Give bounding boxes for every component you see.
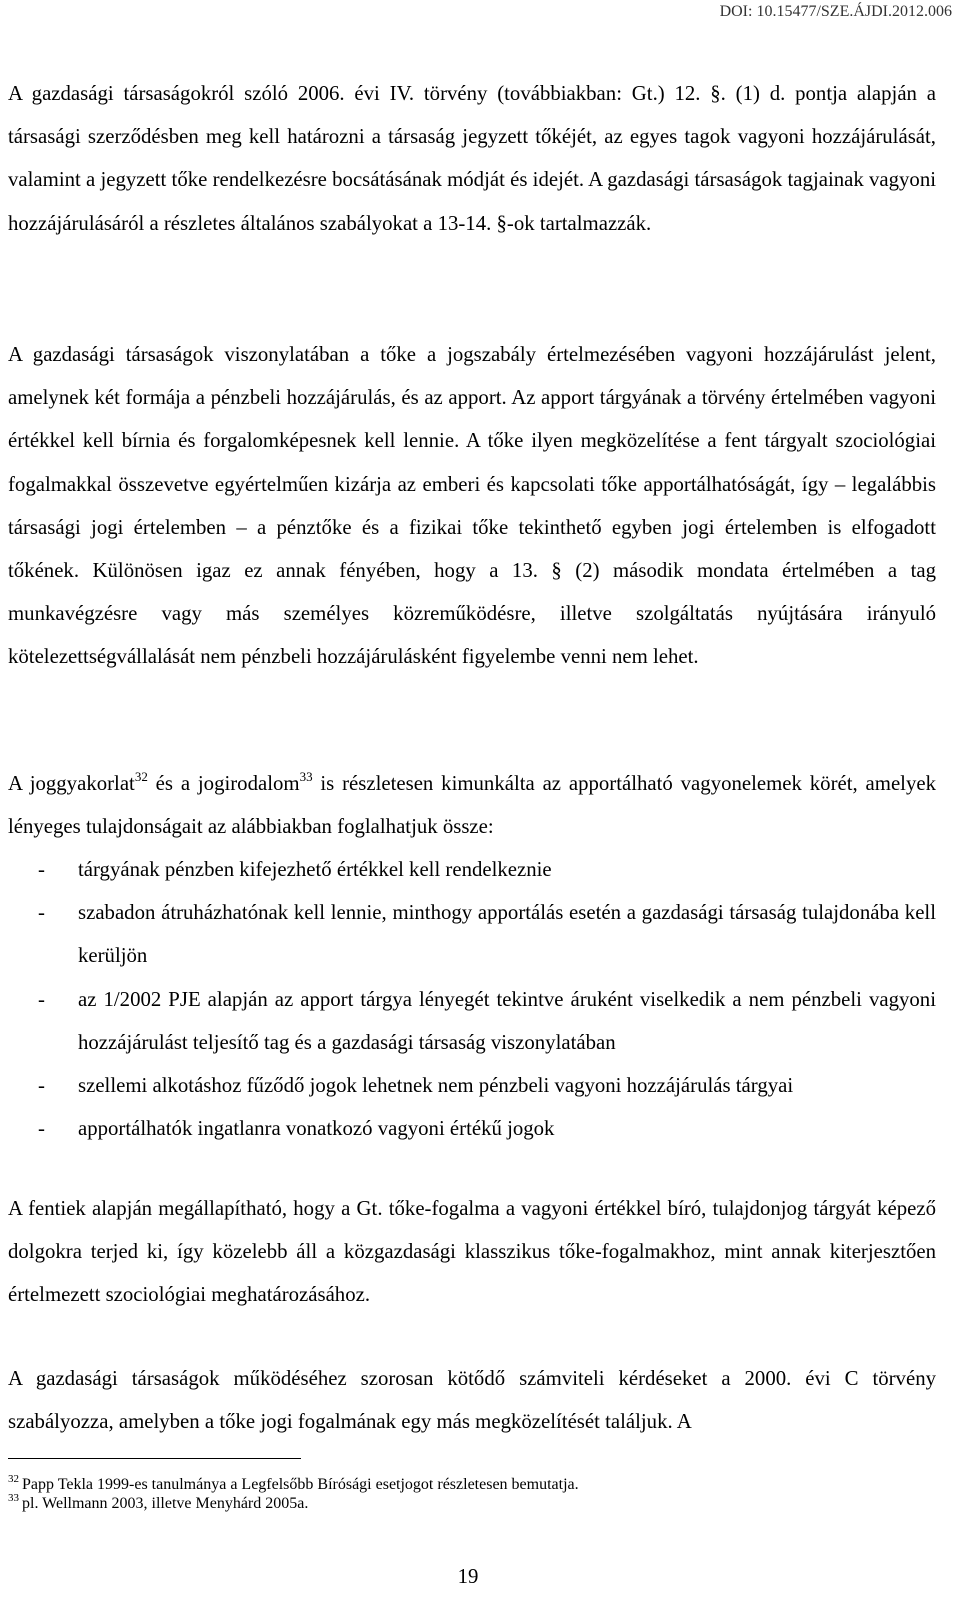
paragraph-3 [8,762,936,848]
footnote-32 [8,1475,936,1494]
doi-header: DOI: 10.15477/SZE.ÁJDI.2012.006 [719,3,952,20]
list-item [8,848,936,891]
list-dash: - [38,901,45,925]
list-item [8,1107,936,1150]
paragraph-5: A gazdasági társaságok működéséhez szorosan kötődő számviteli kérdéseket a 2000. évi C törvény szabályozza, amelyben a tőke jogi fogalmának egy más megközelítését találjuk. A [8,1367,936,1434]
list-dash: - [38,1117,45,1141]
footnote-33 [8,1494,936,1513]
list-item-text: tárgyának pénzben kifejezhető értékkel kell rendelkeznie [78,858,552,881]
list-item-text: szellemi alkotáshoz fűződő jogok lehetnek nem pénzbeli vagyoni hozzájárulás tárgyai [78,1074,794,1098]
paragraph-2: A gazdasági társaságok viszonylatában a tőke a jogszabály értelmezésében vagyoni hozzájárulást jelent, amelynek két formája a pénzbeli hozzájárulás, és az apport. Az apport tárgyának a törvény értelmében vagyoni értékkel kell bírnia és forgalomképesnek kell lennie. A tőke ilyen megközelítése a fent tárgyalt szociológiai fogalmakkal összevetve egyértelműen kizárja az emberi és kapcsolati tőke apportálhatóságát, így – legalábbis társasági jogi értelemben – a pénztőke és a fizikai tőke tekinthető egyben jogi értelemben is elfogadott tőkének. Különösen igaz ez annak fényében, hogy a 13. § (2) második mondata értelmében a tag munkavégzésre vagy más személyes közreműködésre, illetve szolgáltatás nyújtására irányuló kötelezettségvállalását nem pénzbeli hozzájárulásként figyelembe venni nem lehet. [8,343,936,669]
list-item-text: apportálhatók ingatlanra vonatkozó vagyoni értékű jogok [78,1117,555,1141]
footnote-ref-32[interactable]: 32 [134,768,148,784]
footnote-number: 32 [8,1473,19,1486]
list-item-text: az 1/2002 PJE alapján az apport tárgya lényegét tekintve áruként viselkedik a nem pénzbeli vagyoni hozzájárulást teljesítő tag és a gazdasági társaság viszonylatában [78,987,936,1054]
page-number: 19 [457,1565,479,1588]
list-dash: - [38,1074,45,1098]
list-dash: - [38,858,45,881]
property-list [8,848,936,1150]
footnote-text: Papp Tekla 1999-es tanulmánya a Legfelsőbb Bírósági esetjogot részletesen bemutatja. [22,1476,579,1493]
paragraph-1: A gazdasági társaságokról szóló 2006. évi IV. törvény (továbbiakban: Gt.) 12. §. (1) d. pontja alapján a társasági szerződésben meg kell határozni a társaság jegyzett tőkéjét, az egyes tagok vagyoni hozzájárulását, valamint a jegyzett tőke rendelkezésre bocsátásának módját és idejét. A gazdasági társaságok tagjainak vagyoni hozzájárulásáról a részletes általános szabályokat a 13-14. §-ok tartalmazzák. [8,82,936,235]
paragraph-4: A fentiek alapján megállapítható, hogy a Gt. tőke-fogalma a vagyoni értékkel bíró, tulajdonjog tárgyát képező dolgokra terjed ki, így közelebb áll a közgazdasági klasszikus tőke-fogalmakhoz, mint annak kiterjesztően értelmezett szociológiai meghatározásához. [8,1197,936,1307]
list-item-text: szabadon átruházhatónak kell lennie, minthogy apportálás esetén a gazdasági társaság tulajdonába kell kerüljön [78,901,936,968]
footnote-number: 33 [8,1492,19,1505]
list-dash: - [38,987,45,1011]
footnote-divider [8,1458,301,1459]
paragraph-3-text-c: is részletesen kimunkálta az apportálható vagyonelemek körét, amelyek lényeges tulajdonságait az alábbiakban foglalhatjuk össze: [8,772,936,839]
footnote-text: pl. Wellmann 2003, illetve Menyhárd 2005a. [22,1495,309,1512]
list-item [8,891,936,977]
paragraph-3-text-b: és a jogirodalom [147,772,300,795]
list-item [8,1064,936,1107]
footnote-ref-33[interactable]: 33 [299,768,313,784]
paragraph-3-text-a: A joggyakorlat [8,772,135,795]
list-item [8,978,936,1064]
